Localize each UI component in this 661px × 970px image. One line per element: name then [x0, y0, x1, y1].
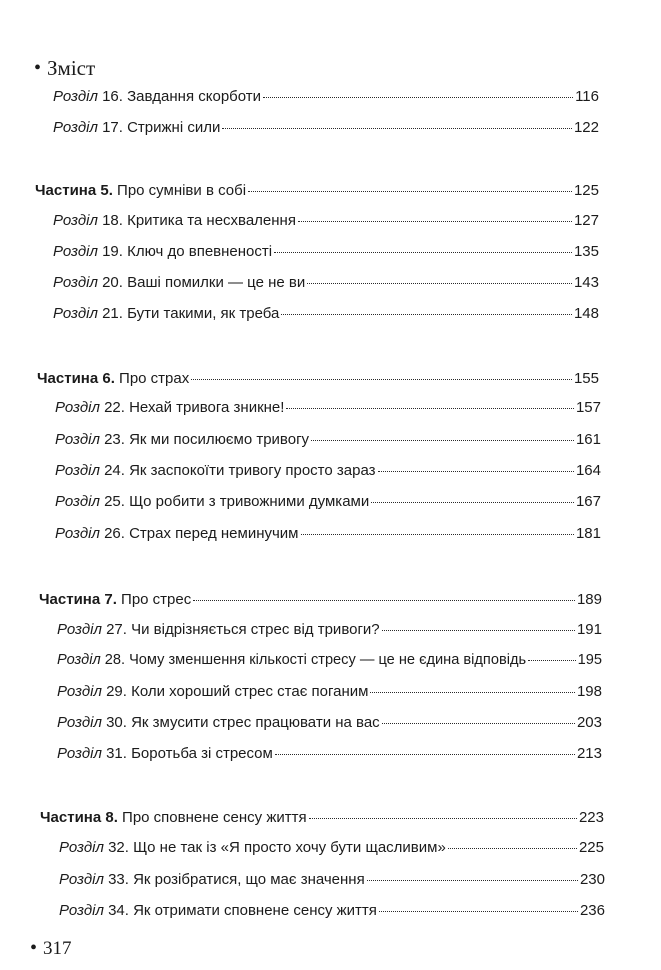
toc-part-entry: [37, 370, 599, 392]
entry-title: 19. Ключ до впевненості: [97, 243, 273, 260]
toc-entry: [53, 119, 599, 141]
dot-leader: [281, 314, 572, 315]
entry-prefix: Розділ: [53, 274, 98, 291]
entry-title: 28. Чому зменшення кількості стресу — це не єдина відповідь: [100, 652, 527, 668]
entry-title: 32. Що не так із «Я просто хочу бути щасливим»: [103, 839, 446, 856]
entry-page-number: 161: [575, 431, 601, 448]
toc-entry: [57, 745, 602, 767]
toc-part-entry: [40, 809, 604, 831]
toc-entry: [53, 88, 599, 110]
entry-title: 17. Стрижні сили: [97, 119, 221, 136]
dot-leader: [311, 440, 574, 441]
toc-entry: [57, 652, 602, 674]
entry-page-number: 135: [573, 243, 599, 260]
entry-prefix: Розділ: [55, 399, 100, 416]
toc-entry: [55, 493, 601, 515]
dot-leader: [193, 600, 575, 601]
entry-page-number: 236: [579, 902, 605, 919]
entry-title: 16. Завдання скорботи: [97, 88, 262, 105]
entry-prefix: Розділ: [59, 839, 104, 856]
dot-leader: [263, 97, 573, 98]
section-title: Зміст: [47, 56, 96, 80]
entry-page-number: 195: [577, 652, 602, 668]
dot-leader: [448, 848, 577, 849]
entry-page-number: 164: [575, 462, 601, 479]
entry-prefix: Розділ: [57, 683, 102, 700]
entry-prefix: Розділ: [57, 714, 102, 731]
page-number: 317: [43, 937, 72, 959]
header-bullet: •: [34, 57, 42, 79]
toc-part-entry: [39, 591, 602, 613]
entry-page-number: 157: [575, 399, 601, 416]
part-prefix: Частина 7.: [39, 591, 117, 608]
toc-entry: [55, 431, 601, 453]
part-prefix: Частина 6.: [37, 370, 115, 387]
toc-entry: [55, 399, 601, 421]
dot-leader: [248, 191, 572, 192]
toc-entry: [55, 462, 601, 484]
entry-page-number: 181: [575, 525, 601, 542]
entry-page-number: 116: [575, 88, 599, 105]
dot-leader: [309, 818, 577, 819]
entry-prefix: Розділ: [53, 212, 98, 229]
entry-title: 21. Бути такими, як треба: [97, 305, 280, 322]
dot-leader: [371, 502, 574, 503]
entry-page-number: 203: [576, 714, 602, 731]
page-footer: [30, 937, 72, 960]
entry-prefix: Розділ: [57, 652, 101, 668]
dot-leader: [222, 128, 572, 129]
entry-title: 29. Коли хороший стрес стає поганим: [101, 683, 369, 700]
entry-page-number: 143: [573, 274, 599, 291]
entry-prefix: Розділ: [53, 243, 98, 260]
toc-entry: [53, 274, 599, 296]
dot-leader: [307, 283, 572, 284]
toc-entry: [53, 243, 599, 265]
dot-leader: [382, 630, 575, 631]
entry-prefix: Розділ: [53, 119, 98, 136]
entry-title: 33. Як розібратися, що має значення: [103, 871, 365, 888]
entry-title: 34. Як отримати сповнене сенсу життя: [103, 902, 377, 919]
dot-leader: [191, 379, 572, 380]
dot-leader: [382, 723, 575, 724]
part-title: Про сумніви в собі: [112, 182, 247, 199]
entry-title: 22. Нехай тривога зникне!: [99, 399, 285, 416]
entry-title: 20. Ваші помилки — це не ви: [97, 274, 306, 291]
toc-entry: [53, 305, 599, 327]
entry-page-number: 213: [576, 745, 602, 762]
entry-title: 27. Чи відрізняється стрес від тривоги?: [101, 621, 380, 638]
entry-prefix: Розділ: [55, 493, 100, 510]
entry-page-number: 167: [575, 493, 601, 510]
dot-leader: [274, 252, 572, 253]
entry-prefix: Розділ: [53, 305, 98, 322]
entry-page-number: 125: [573, 182, 599, 199]
entry-page-number: 122: [573, 119, 599, 136]
entry-prefix: Розділ: [57, 745, 102, 762]
entry-title: 26. Страх перед неминучим: [99, 525, 299, 542]
dot-leader: [301, 534, 574, 535]
entry-title: 31. Боротьба зі стресом: [101, 745, 273, 762]
toc-entry: [59, 902, 605, 924]
toc-entry: [57, 714, 602, 736]
toc-entry: [59, 839, 604, 861]
entry-title: 25. Що робити з тривожними думками: [99, 493, 370, 510]
part-title: Про страх: [114, 370, 190, 387]
entry-page-number: 148: [573, 305, 599, 322]
entry-page-number: 223: [578, 809, 604, 826]
dot-leader: [286, 408, 574, 409]
entry-page-number: 189: [576, 591, 602, 608]
entry-prefix: Розділ: [53, 88, 98, 105]
running-header: [34, 56, 95, 81]
dot-leader: [370, 692, 574, 693]
entry-title: 24. Як заспокоїти тривогу просто зараз: [99, 462, 376, 479]
toc-entry: [57, 683, 602, 705]
entry-prefix: Розділ: [59, 871, 104, 888]
entry-title: 23. Як ми посилюємо тривогу: [99, 431, 310, 448]
dot-leader: [298, 221, 572, 222]
dot-leader: [275, 754, 575, 755]
part-prefix: Частина 8.: [40, 809, 118, 826]
part-prefix: Частина 5.: [35, 182, 113, 199]
dot-leader: [367, 880, 578, 881]
entry-page-number: 191: [576, 621, 602, 638]
dot-leader: [528, 660, 576, 661]
entry-prefix: Розділ: [55, 462, 100, 479]
entry-prefix: Розділ: [57, 621, 102, 638]
entry-title: 18. Критика та несхвалення: [97, 212, 296, 229]
entry-prefix: Розділ: [55, 525, 100, 542]
entry-prefix: Розділ: [55, 431, 100, 448]
entry-title: 30. Як змусити стрес працювати на вас: [101, 714, 380, 731]
toc-entry: [55, 525, 601, 547]
entry-page-number: 155: [573, 370, 599, 387]
entry-prefix: Розділ: [59, 902, 104, 919]
entry-page-number: 198: [576, 683, 602, 700]
part-title: Про стрес: [116, 591, 192, 608]
toc-entry: [53, 212, 599, 234]
entry-page-number: 127: [573, 212, 599, 229]
toc-part-entry: [35, 182, 599, 204]
entry-page-number: 230: [579, 871, 605, 888]
dot-leader: [378, 471, 574, 472]
toc-entry: [57, 621, 602, 643]
footer-bullet: •: [30, 937, 38, 959]
entry-page-number: 225: [578, 839, 604, 856]
toc-entry: [59, 871, 605, 893]
dot-leader: [379, 911, 578, 912]
part-title: Про сповнене сенсу життя: [117, 809, 307, 826]
